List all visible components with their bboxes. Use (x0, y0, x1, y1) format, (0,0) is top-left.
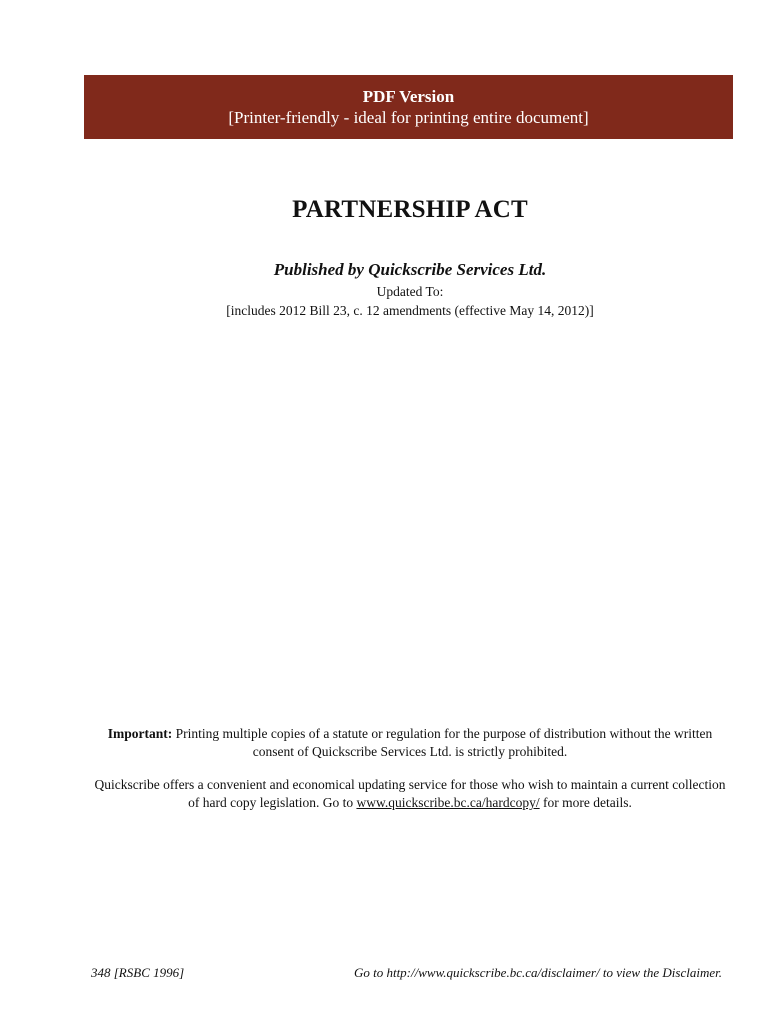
publisher-line: Published by Quickscribe Services Ltd. (273, 260, 547, 279)
service-text-after: for more details. (539, 795, 632, 810)
important-notice (90, 725, 730, 761)
important-text: Printing multiple copies of a statute or regulation for the purpose of distribution without the written consent of Quickscribe Services Ltd. is strictly prohibited. (172, 726, 713, 759)
hardcopy-link[interactable]: www.quickscribe.bc.ca/hardcopy/ (356, 795, 540, 810)
amendments-note: [includes 2012 Bill 23, c. 12 amendments (effective May 14, 2012)] (226, 303, 594, 318)
update-info (0, 282, 770, 320)
document-title: PARTNERSHIP ACT (292, 196, 528, 223)
updating-service-notice (90, 776, 730, 812)
service-text-before: Quickscribe offers a convenient and economical updating service for those who wish to maintain a current collection of hard copy legislation. Go to (94, 777, 726, 810)
important-label: Important: (107, 726, 173, 741)
updated-label: Updated To: (376, 284, 444, 299)
banner-subtitle: [Printer-friendly - ideal for printing entire document] (228, 108, 589, 127)
page-citation: 348 [RSBC 1996] (91, 965, 185, 980)
banner-title: PDF Version (362, 87, 455, 106)
pdf-version-banner (84, 75, 733, 139)
disclaimer-note: Go to http://www.quickscribe.bc.ca/disclaimer/ to view the Disclaimer. (353, 965, 722, 980)
